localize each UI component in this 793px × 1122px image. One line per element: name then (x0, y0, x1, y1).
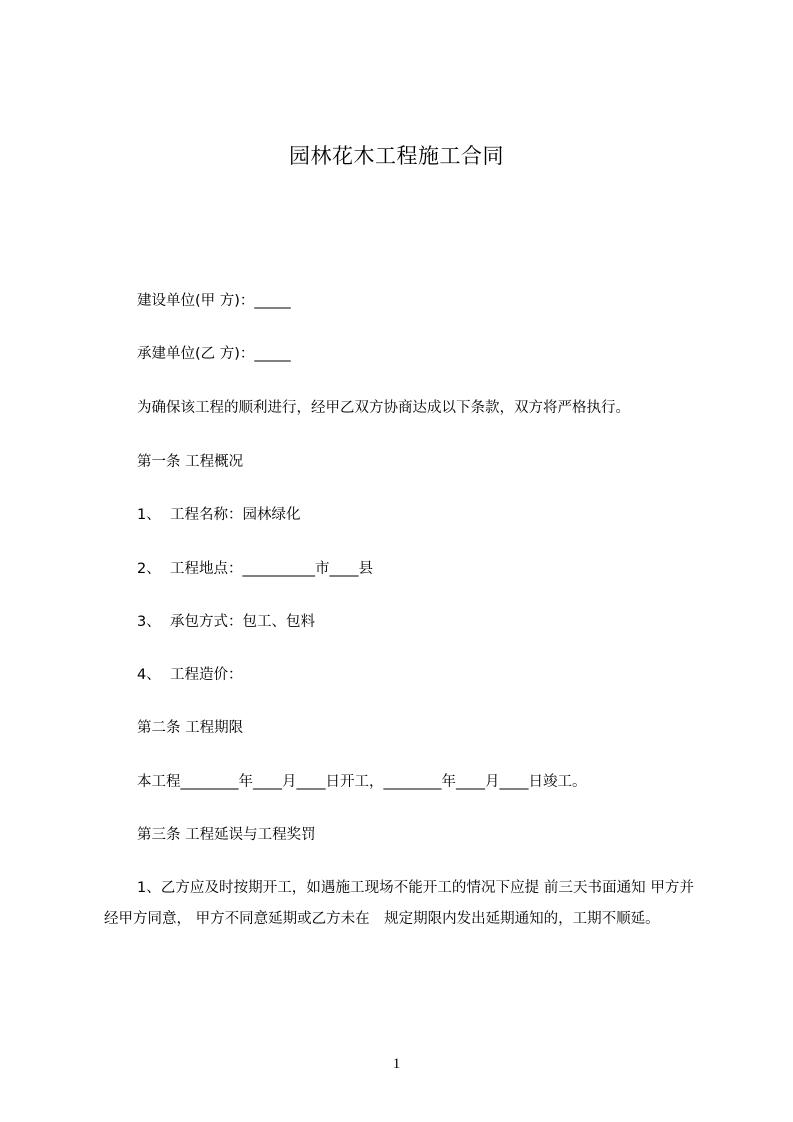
schedule-line: 本工程________年____月____日开工，________年____月____日竣工。 (137, 774, 587, 790)
intro-line: 为确保该工程的顺利进行，经甲乙双方协商达成以下条款，双方将严格执行。 (137, 400, 630, 416)
party-a-line: 建设单位(甲 方)：_____ (137, 293, 291, 309)
clause-item: 3、 承包方式：包工、包料 (137, 614, 315, 630)
clause-paragraph-text: 1、乙方应及时按期开工，如遇施工现场不能开工的情况下应提 前三天书面通知 甲方并经甲方同意， 甲方不同意延期或乙方未在 规定期限内发出延期通知的，工期不顺延。 (104, 880, 694, 927)
section-heading: 第二条 工程期限 (137, 720, 244, 736)
clause-item: 2、 工程地点：__________市____县 (137, 561, 373, 577)
clause-paragraph (104, 873, 694, 935)
section-heading: 第一条 工程概况 (137, 454, 244, 470)
clause-item: 4、 工程造价： (137, 667, 243, 683)
clause-item: 1、 工程名称：园林绿化 (137, 507, 301, 523)
page-number: 1 (392, 1056, 401, 1072)
document-title: 园林花木工程施工合同 (289, 144, 504, 168)
party-b-line: 承建单位(乙 方)：_____ (137, 346, 291, 362)
section-heading: 第三条 工程延误与工程奖罚 (137, 827, 316, 843)
